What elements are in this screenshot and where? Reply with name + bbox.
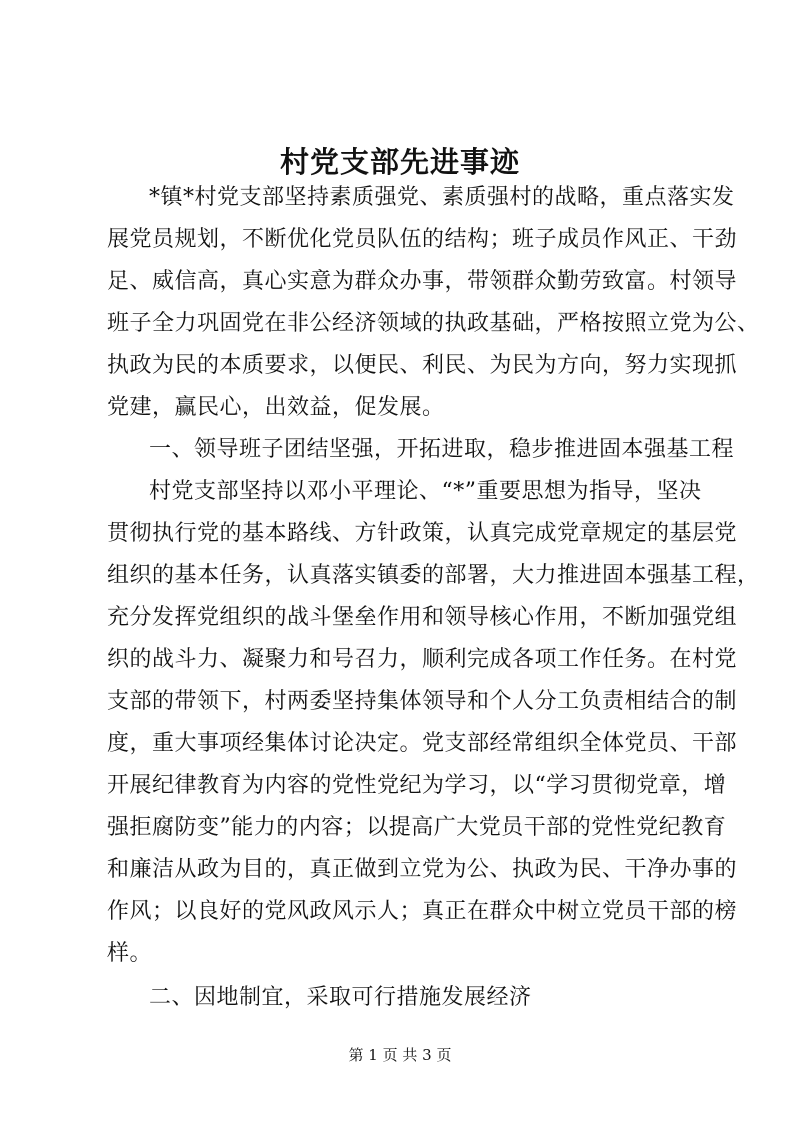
- body-line: 展党员规划，不断优化党员队伍的结构；班子成员作风正、干劲: [107, 227, 738, 252]
- section-heading-2: 二、因地制宜，采取可行措施发展经济: [149, 985, 532, 1010]
- body-line: *镇*村党支部坚持素质强党、素质强村的战略，重点落实发: [149, 185, 735, 210]
- body-line: 样。: [107, 941, 153, 966]
- section-heading-1: 一、领导班子团结坚强，开拓进取，稳步推进固本强基工程: [149, 437, 735, 462]
- body-line: 班子全力巩固党在非公经济领域的执政基础，严格按照立党为公、: [107, 311, 760, 336]
- body-line: 度，重大事项经集体讨论决定。党支部经常组织全体党员、干部: [107, 731, 738, 756]
- body-line: 足、威信高，真心实意为群众办事，带领群众勤劳致富。村领导: [107, 269, 738, 294]
- body-line: 充分发挥党组织的战斗堡垒作用和领导核心作用，不断加强党组: [107, 605, 738, 630]
- body-line: 村党支部坚持以邓小平理论、“*”重要思想为指导，坚决: [149, 479, 702, 504]
- body-line: 开展纪律教育为内容的党性党纪为学习，以“学习贯彻党章，增: [107, 773, 727, 798]
- body-line: 支部的带领下，村两委坚持集体领导和个人分工负责相结合的制: [107, 689, 738, 714]
- body-line: 贯彻执行党的基本路线、方针政策，认真完成党章规定的基层党: [107, 521, 738, 546]
- page-footer: 第 1 页 共 3 页: [348, 1046, 452, 1064]
- body-line: 强拒腐防变”能力的内容；以提高广大党员干部的党性党纪教育: [107, 815, 727, 840]
- page-title: 村党支部先进事迹: [279, 145, 520, 179]
- body-line: 织的战斗力、凝聚力和号召力，顺利完成各项工作任务。在村党: [107, 647, 738, 672]
- body-line: 党建，赢民心，出效益，促发展。: [107, 395, 445, 420]
- body-line: 执政为民的本质要求，以便民、利民、为民为方向，努力实现抓: [107, 353, 738, 378]
- body-line: 和廉洁从政为目的，真正做到立党为公、执政为民、干净办事的: [107, 857, 738, 882]
- body-line: 作风；以良好的党风政风示人；真正在群众中树立党员干部的榜: [107, 899, 738, 924]
- body-line: 组织的基本任务，认真落实镇委的部署，大力推进固本强基工程，: [107, 563, 760, 588]
